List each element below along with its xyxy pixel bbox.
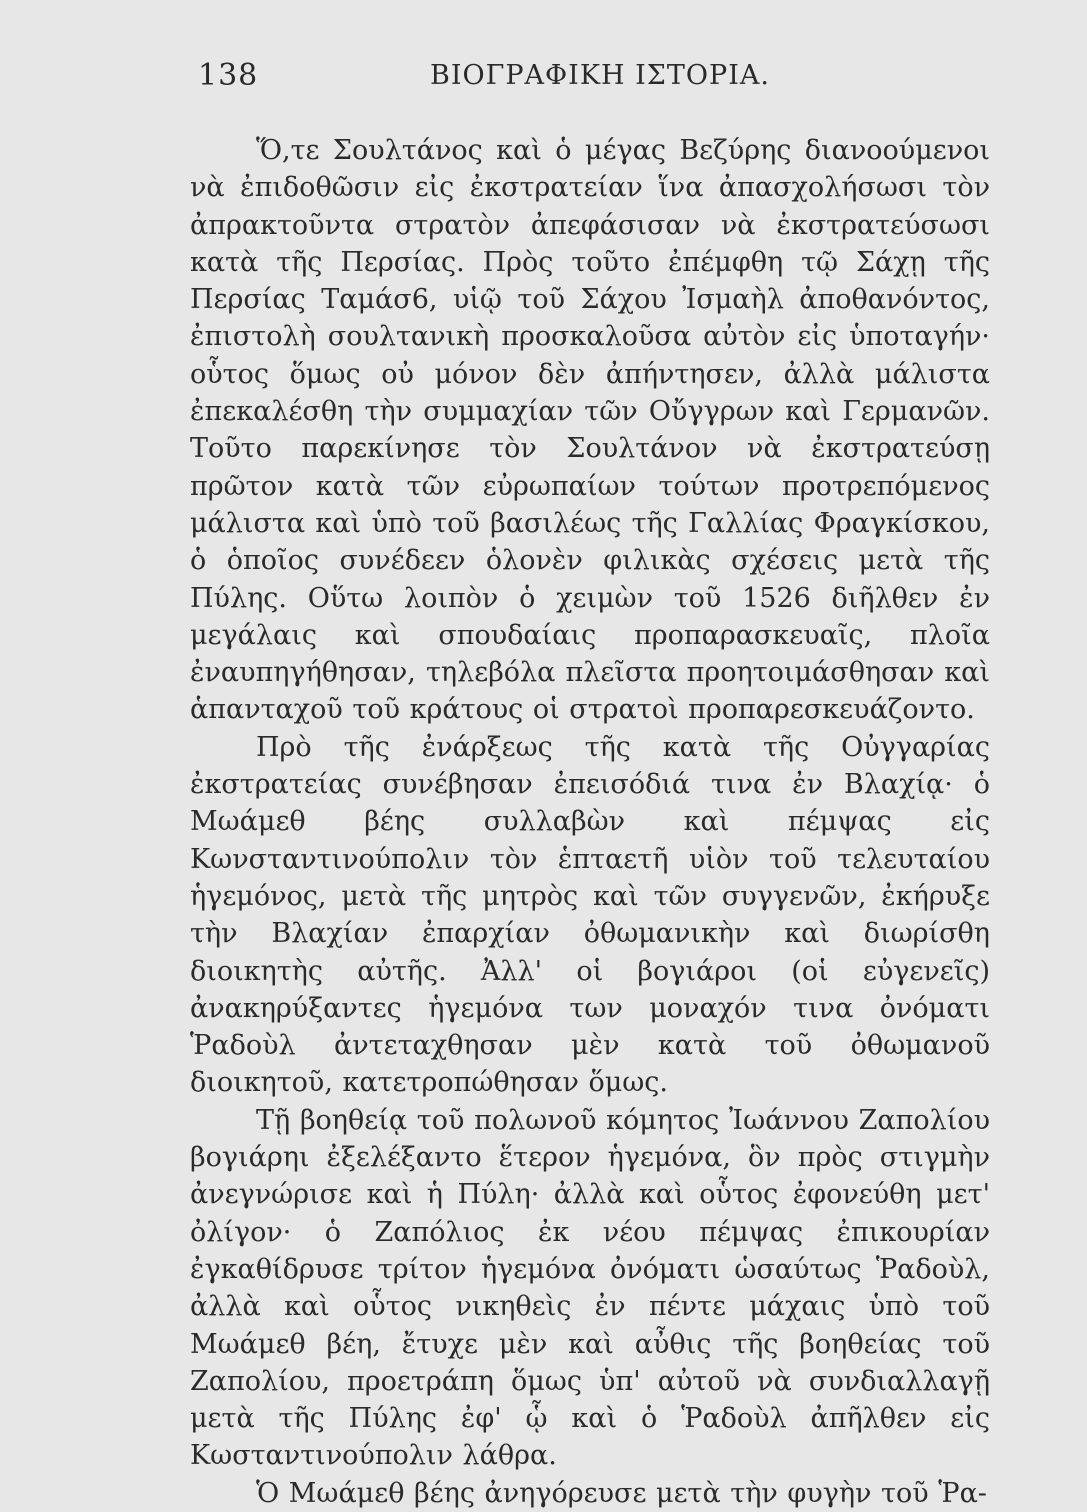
- body-text: [190, 132, 990, 1512]
- running-title: ΒΙΟΓΡΑΦΙΚΗ ΙΣΤΟΡΙΑ.: [430, 60, 770, 91]
- running-head: [198, 58, 998, 102]
- paragraph: Τῇ βοηθείᾳ τοῦ πολωνοῦ κόμητος Ἰωάννου Ζαπολίου βογιάρηι ἐξελέξαντο ἕτερον ἡγεμόνα, ὃν πρὸς στιγμὴν ἀνεγνώρισε καὶ ἡ Πύλη· ἀλλὰ καὶ οὗτος ἐφονεύθη μετ' ὀλίγον· ὁ Ζαπόλιος ἐκ νέου πέμψας ἐπικουρίαν ἐγκαθίδρυσε τρίτον ἡγεμόνα ὀνόματι ὡσαύτως Ῥαδοὺλ, ἀλλὰ καὶ οὗτος νικηθεὶς ἐν πέντε μάχαις ὑπὸ τοῦ Μωάμεθ βέη, ἔτυχε μὲν καὶ αὖθις τῆς βοηθείας τοῦ Ζαπολίου, προετράπη ὅμως ὑπ' αὐτοῦ νὰ συνδιαλλαγῇ μετὰ τῆς Πύλης ἐφ' ᾧ καὶ ὁ Ῥαδοὺλ ἀπῆλθεν εἰς Κωσταντινούπολιν λάθρα.: [190, 1104, 990, 1472]
- paragraph: Ὅ,τε Σουλτάνος καὶ ὁ μέγας Βεζύρης διανοούμενοι νὰ ἐπιδοθῶσιν εἰς ἐκστρατείαν ἵνα ἀπασχολήσωσι τὸν ἀπρακτοῦντα στρατὸν ἀπεφάσισαν νὰ ἐκστρατεύσωσι κατὰ τῆς Περσίας. Πρὸς τοῦτο ἐπέμφθη τῷ Σάχῃ τῆς Περσίας Ταμάσ6, υἱῷ τοῦ Σάχου Ἰσμαὴλ ἀποθανόντος, ἐπιστολὴ σουλτανικὴ προσκαλοῦσα αὐτὸν εἰς ὑποταγήν· οὗτος ὅμως οὐ μόνον δὲν ἀπήντησεν, ἀλλὰ μάλιστα ἐπεκαλέσθη τὴν συμμαχίαν τῶν Οὔγγρων καὶ Γερμανῶν. Τοῦτο παρεκίνησε τὸν Σουλτάνον νὰ ἐκστρατεύσῃ πρῶτον κατὰ τῶν εὐρωπαίων τούτων προτρεπόμενος μάλιστα καὶ ὑπὸ τοῦ βασιλέως τῆς Γαλλίας Φραγκίσκου, ὁ ὁποῖος συνέδεεν ὁλονὲν φιλικὰς σχέσεις μετὰ τῆς Πύλης. Οὕτω λοιπὸν ὁ χειμὼν τοῦ 1526 διῆλθεν ἐν μεγάλαις καὶ σπουδαίαις προπαρασκευαῖς, πλοῖα ἐναυπηγήθησαν, τηλεβόλα πλεῖστα προητοιμάσθησαν καὶ ἁπανταχοῦ τοῦ κράτους οἱ στρατοὶ προπαρεσκευάζοντο.: [190, 135, 990, 726]
- paragraph: Ὁ Μωάμεθ βέης ἀνηγόρευσε μετὰ τὴν φυγὴν τοῦ Ῥα-: [256, 1477, 987, 1509]
- page-number: 138: [198, 58, 259, 93]
- paragraph: Πρὸ τῆς ἐνάρξεως τῆς κατὰ τῆς Οὐγγαρίας ἐκστρατείας συνέβησαν ἐπεισόδιά τινα ἐν Βλαχίᾳ· ὁ Μωάμεθ βέης συλλαβὼν καὶ πέμψας εἰς Κωνσταντινούπολιν τὸν ἑπταετῆ υἱὸν τοῦ τελευταίου ἡγεμόνος, μετὰ τῆς μητρὸς καὶ τῶν συγγενῶν, ἐκήρυξε τὴν Βλαχίαν ἐπαρχίαν ὀθωμανικὴν καὶ διωρίσθη διοικητὴς αὐτῆς. Ἀλλ' οἱ βογιάροι (οἱ εὐγενεῖς) ἀνακηρύξαντες ἡγεμόνα των μοναχόν τινα ὀνόματι Ῥαδοὺλ ἀντεταχθησαν μὲν κατὰ τοῦ ὀθωμανοῦ διοικητοῦ, κατετροπώθησαν ὅμως.: [190, 731, 990, 1099]
